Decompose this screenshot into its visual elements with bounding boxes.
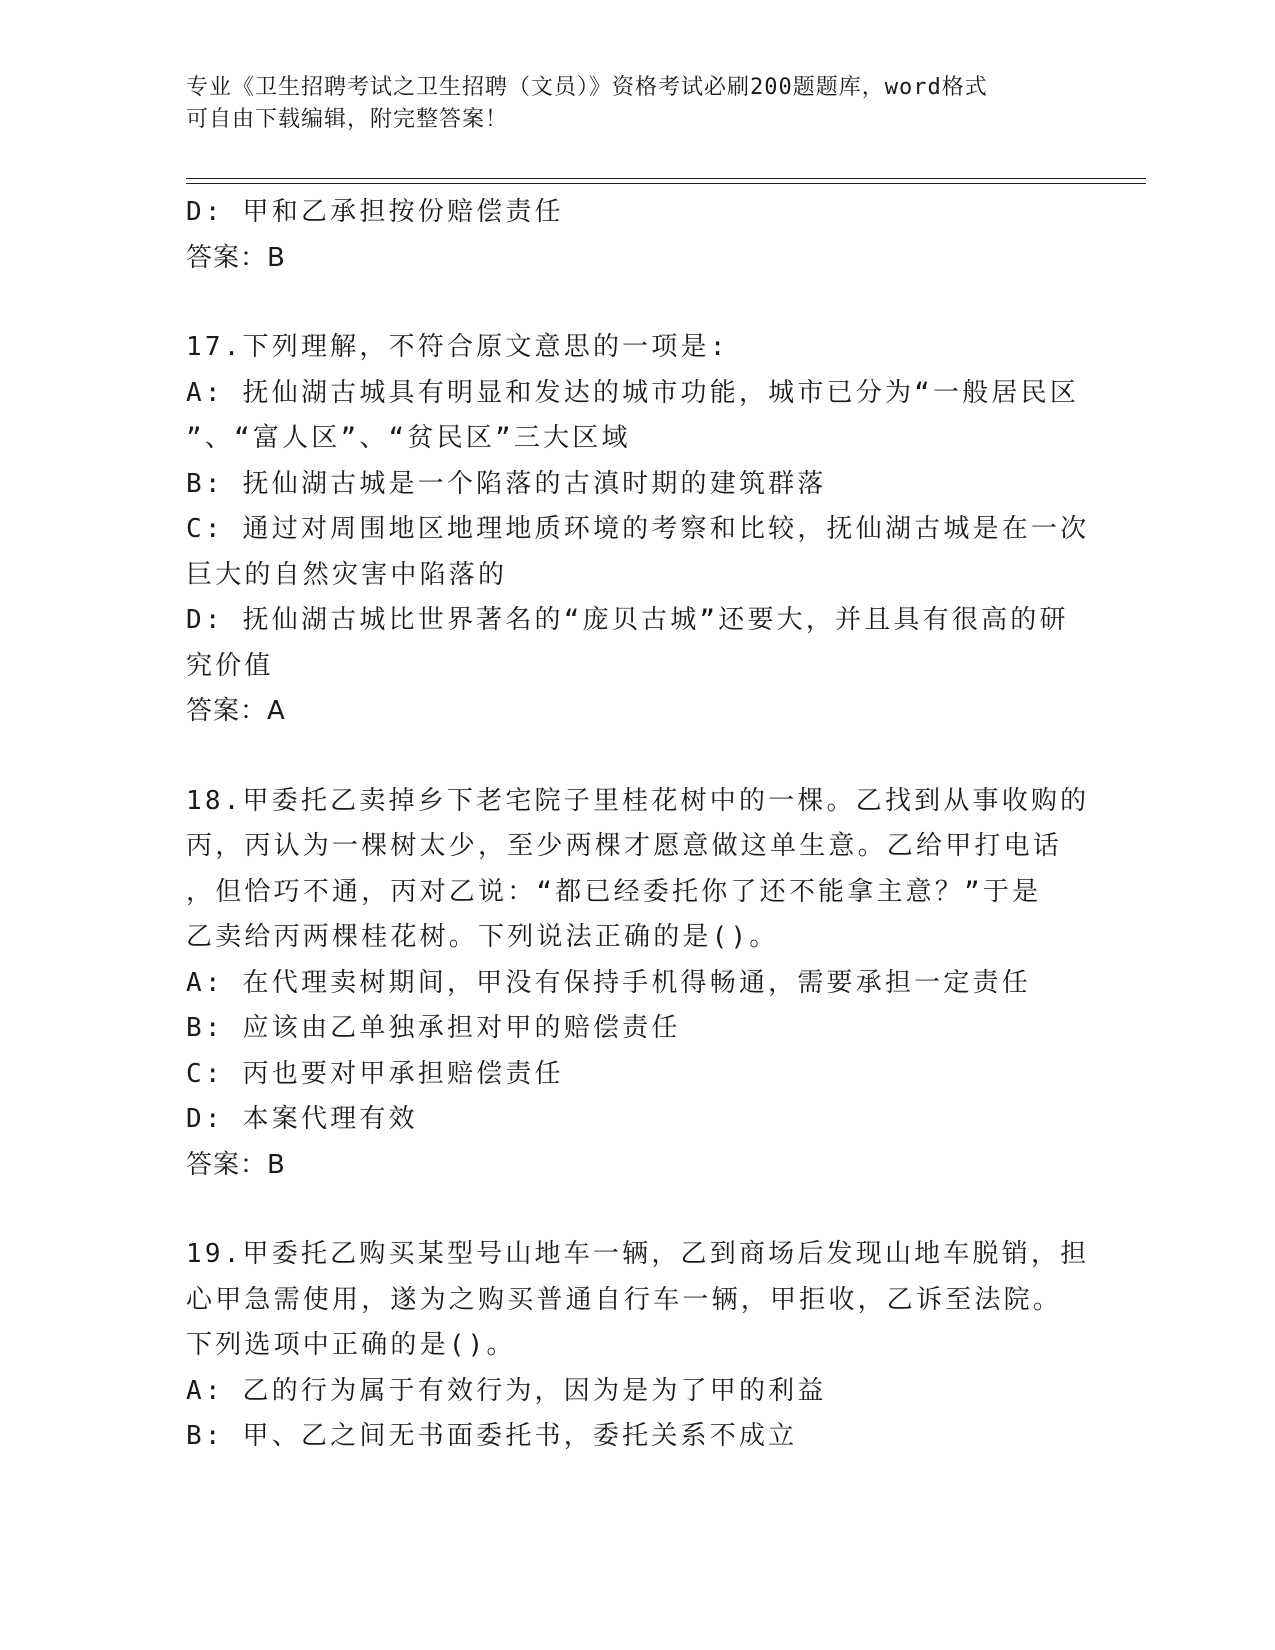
question-text-line: 19.甲委托乙购买某型号山地车一辆，乙到商场后发现山地车脱销，担 <box>186 1239 1090 1269</box>
question-text-line: 心甲急需使用，遂为之购买普通自行车一辆，甲拒收，乙诉至法院。 <box>186 1284 1063 1315</box>
option-line: D: 本案代理有效 <box>186 1104 418 1134</box>
option-line: 究价值 <box>186 650 274 681</box>
header-rule-bottom <box>186 183 1146 184</box>
option-line: A: 乙的行为属于有效行为，因为是为了甲的利益 <box>186 1375 827 1406</box>
question-content <box>186 190 1090 1460</box>
answer-line: 答案：B <box>186 1149 286 1180</box>
option-line: D: 抚仙湖古城比世界著名的“庞贝古城”还要大，并且具有很高的研 <box>186 605 1069 635</box>
block-gap <box>186 1188 1086 1232</box>
block-gap <box>186 281 1086 325</box>
question-text-line: 18.甲委托乙卖掉乡下老宅院子里桂花树中的一棵。乙找到从事收购的 <box>186 785 1090 816</box>
answer-line: 答案：A <box>186 696 286 726</box>
block-gap <box>186 735 1086 779</box>
header-line-2: 可自由下载编辑，附完整答案！ <box>186 107 509 132</box>
question-block <box>186 190 1086 281</box>
option-line: 巨大的自然灾害中陷落的 <box>186 559 508 590</box>
option-line: ”、“富人区”、“贫民区”三大区域 <box>186 423 631 453</box>
question-block <box>186 325 1090 735</box>
page-header <box>186 72 1066 136</box>
header-line-1: 专业《卫生招聘考试之卫生招聘（文员）》资格考试必刷200题题库，word格式 <box>186 75 988 100</box>
question-text-line: 乙卖给丙两棵桂花树。下列说法正确的是()。 <box>186 922 779 952</box>
answer-line: 答案：B <box>186 242 286 273</box>
option-line: A: 在代理卖树期间，甲没有保持手机得畅通，需要承担一定责任 <box>186 967 1031 998</box>
option-line: A: 抚仙湖古城具有明显和发达的城市功能，城市已分为“一般居民区 <box>186 377 1080 408</box>
question-text-line: 下列选项中正确的是()。 <box>186 1330 516 1360</box>
question-block <box>186 779 1090 1189</box>
option-line: B: 应该由乙单独承担对甲的赔偿责任 <box>186 1013 681 1043</box>
question-text-line: 丙，丙认为一棵树太少，至少两棵才愿意做这单生意。乙给甲打电话 <box>186 831 1063 861</box>
option-line: C: 丙也要对甲承担赔偿责任 <box>186 1058 564 1089</box>
option-line: D: 甲和乙承担按份赔偿责任 <box>186 197 564 227</box>
option-line: B: 抚仙湖古城是一个陷落的古滇时期的建筑群落 <box>186 468 827 499</box>
option-line: C: 通过对周围地区地理地质环境的考察和比较，抚仙湖古城是在一次 <box>186 514 1090 544</box>
option-line: B: 甲、乙之间无书面委托书，委托关系不成立 <box>186 1421 798 1451</box>
question-text-line: ，但恰巧不通，丙对乙说：“都已经委托你了还不能拿主意？”于是 <box>186 876 1042 907</box>
question-text-line: 17.下列理解，不符合原文意思的一项是: <box>186 332 729 362</box>
question-block <box>186 1232 1090 1460</box>
header-rule-top <box>186 178 1146 179</box>
